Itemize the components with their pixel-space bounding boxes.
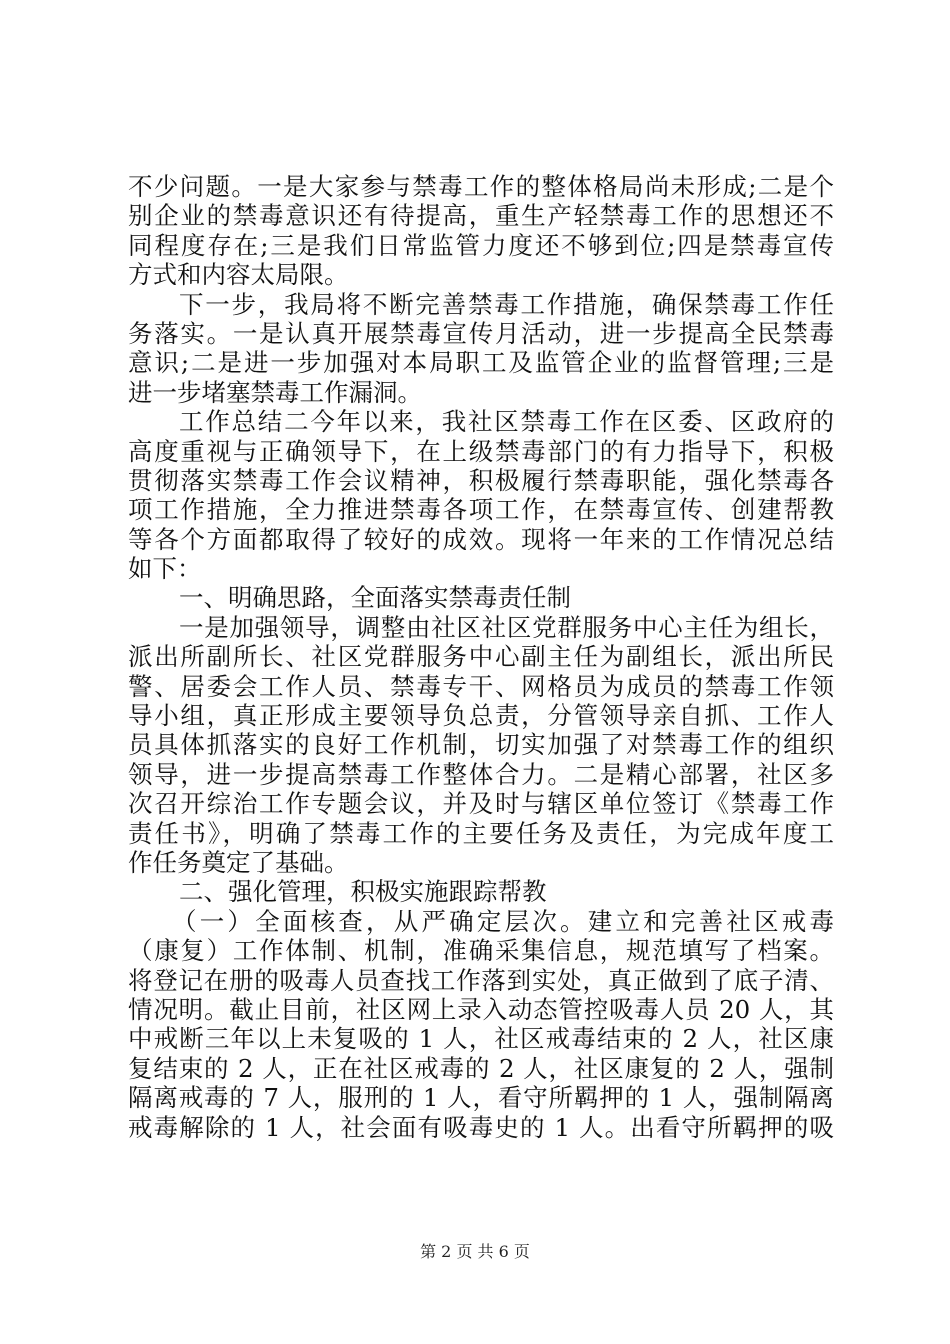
text-line: 别企业的禁毒意识还有待提高，重生产轻禁毒工作的思想还不 xyxy=(128,201,834,231)
text-line: 同程度存在;三是我们日常监管力度还不够到位;四是禁毒宣传 xyxy=(128,230,834,260)
text-line: 方式和内容太局限。 xyxy=(128,260,349,290)
text-line: 一是加强领导，调整由社区社区党群服务中心主任为组长， xyxy=(179,612,834,642)
text-line: 等各个方面都取得了较好的成效。现将一年来的工作情况总结 xyxy=(128,524,834,554)
text-line: 项工作措施，全力推进禁毒各项工作，在禁毒宣传、创建帮教 xyxy=(128,495,834,525)
text-line: 导小组，真正形成主要领导负总责，分管领导亲自抓、工作人 xyxy=(128,701,834,731)
text-line: 领导，进一步提高禁毒工作整体合力。二是精心部署，社区多 xyxy=(128,759,834,789)
text-line: 如下： xyxy=(128,554,202,584)
text-line: 责任书》，明确了禁毒工作的主要任务及责任，为完成年度工 xyxy=(128,818,834,848)
text-line: 进一步堵塞禁毒工作漏洞。 xyxy=(128,377,422,407)
text-line: 将登记在册的吸毒人员查找工作落到实处，真正做到了底子清、 xyxy=(128,965,834,995)
text-line: （康复）工作体制、机制，准确采集信息，规范填写了档案。 xyxy=(128,936,834,966)
text-line: 警、居委会工作人员、禁毒专干、网格员为成员的禁毒工作领 xyxy=(128,671,834,701)
text-line: 戒毒解除的 1 人，社会面有吸毒史的 1 人。出看守所羁押的吸 xyxy=(128,1112,834,1142)
text-line: 高度重视与正确领导下，在上级禁毒部门的有力指导下，积极 xyxy=(128,436,834,466)
text-line: 次召开综治工作专题会议，并及时与辖区单位签订《禁毒工作 xyxy=(128,789,834,819)
document-body xyxy=(128,172,834,1142)
text-line: （一）全面核查，从严确定层次。建立和完善社区戒毒 xyxy=(172,906,834,936)
text-line: 贯彻落实禁毒工作会议精神，积极履行禁毒职能，强化禁毒各 xyxy=(128,465,834,495)
text-line: 派出所副所长、社区党群服务中心副主任为副组长，派出所民 xyxy=(128,642,834,672)
section-heading: 二、强化管理，积极实施跟踪帮教 xyxy=(179,877,547,907)
text-line: 复结束的 2 人，正在社区戒毒的 2 人，社区康复的 2 人，强制 xyxy=(128,1053,834,1083)
section-heading: 一、明确思路，全面落实禁毒责任制 xyxy=(179,583,571,613)
text-line: 务落实。一是认真开展禁毒宣传月活动，进一步提高全民禁毒 xyxy=(128,318,834,348)
text-line: 不少问题。一是大家参与禁毒工作的整体格局尚未形成;二是个 xyxy=(128,172,834,201)
text-line: 情况明。截止目前，社区网上录入动态管控吸毒人员 20 人，其 xyxy=(128,994,834,1024)
text-line: 作任务奠定了基础。 xyxy=(128,847,349,877)
text-line: 下一步，我局将不断完善禁毒工作措施，确保禁毒工作任 xyxy=(179,289,834,319)
text-line: 意识;二是进一步加强对本局职工及监管企业的监督管理;三是 xyxy=(128,348,834,378)
text-line: 工作总结二今年以来，我社区禁毒工作在区委、区政府的 xyxy=(179,407,834,437)
text-line: 隔离戒毒的 7 人，服刑的 1 人，看守所羁押的 1 人，强制隔离 xyxy=(128,1083,834,1113)
text-line: 中戒断三年以上未复吸的 1 人，社区戒毒结束的 2 人，社区康 xyxy=(128,1024,834,1054)
text-line: 员具体抓落实的良好工作机制，切实加强了对禁毒工作的组织 xyxy=(128,730,834,760)
page-number-footer: 第 2 页 共 6 页 xyxy=(420,1242,530,1261)
